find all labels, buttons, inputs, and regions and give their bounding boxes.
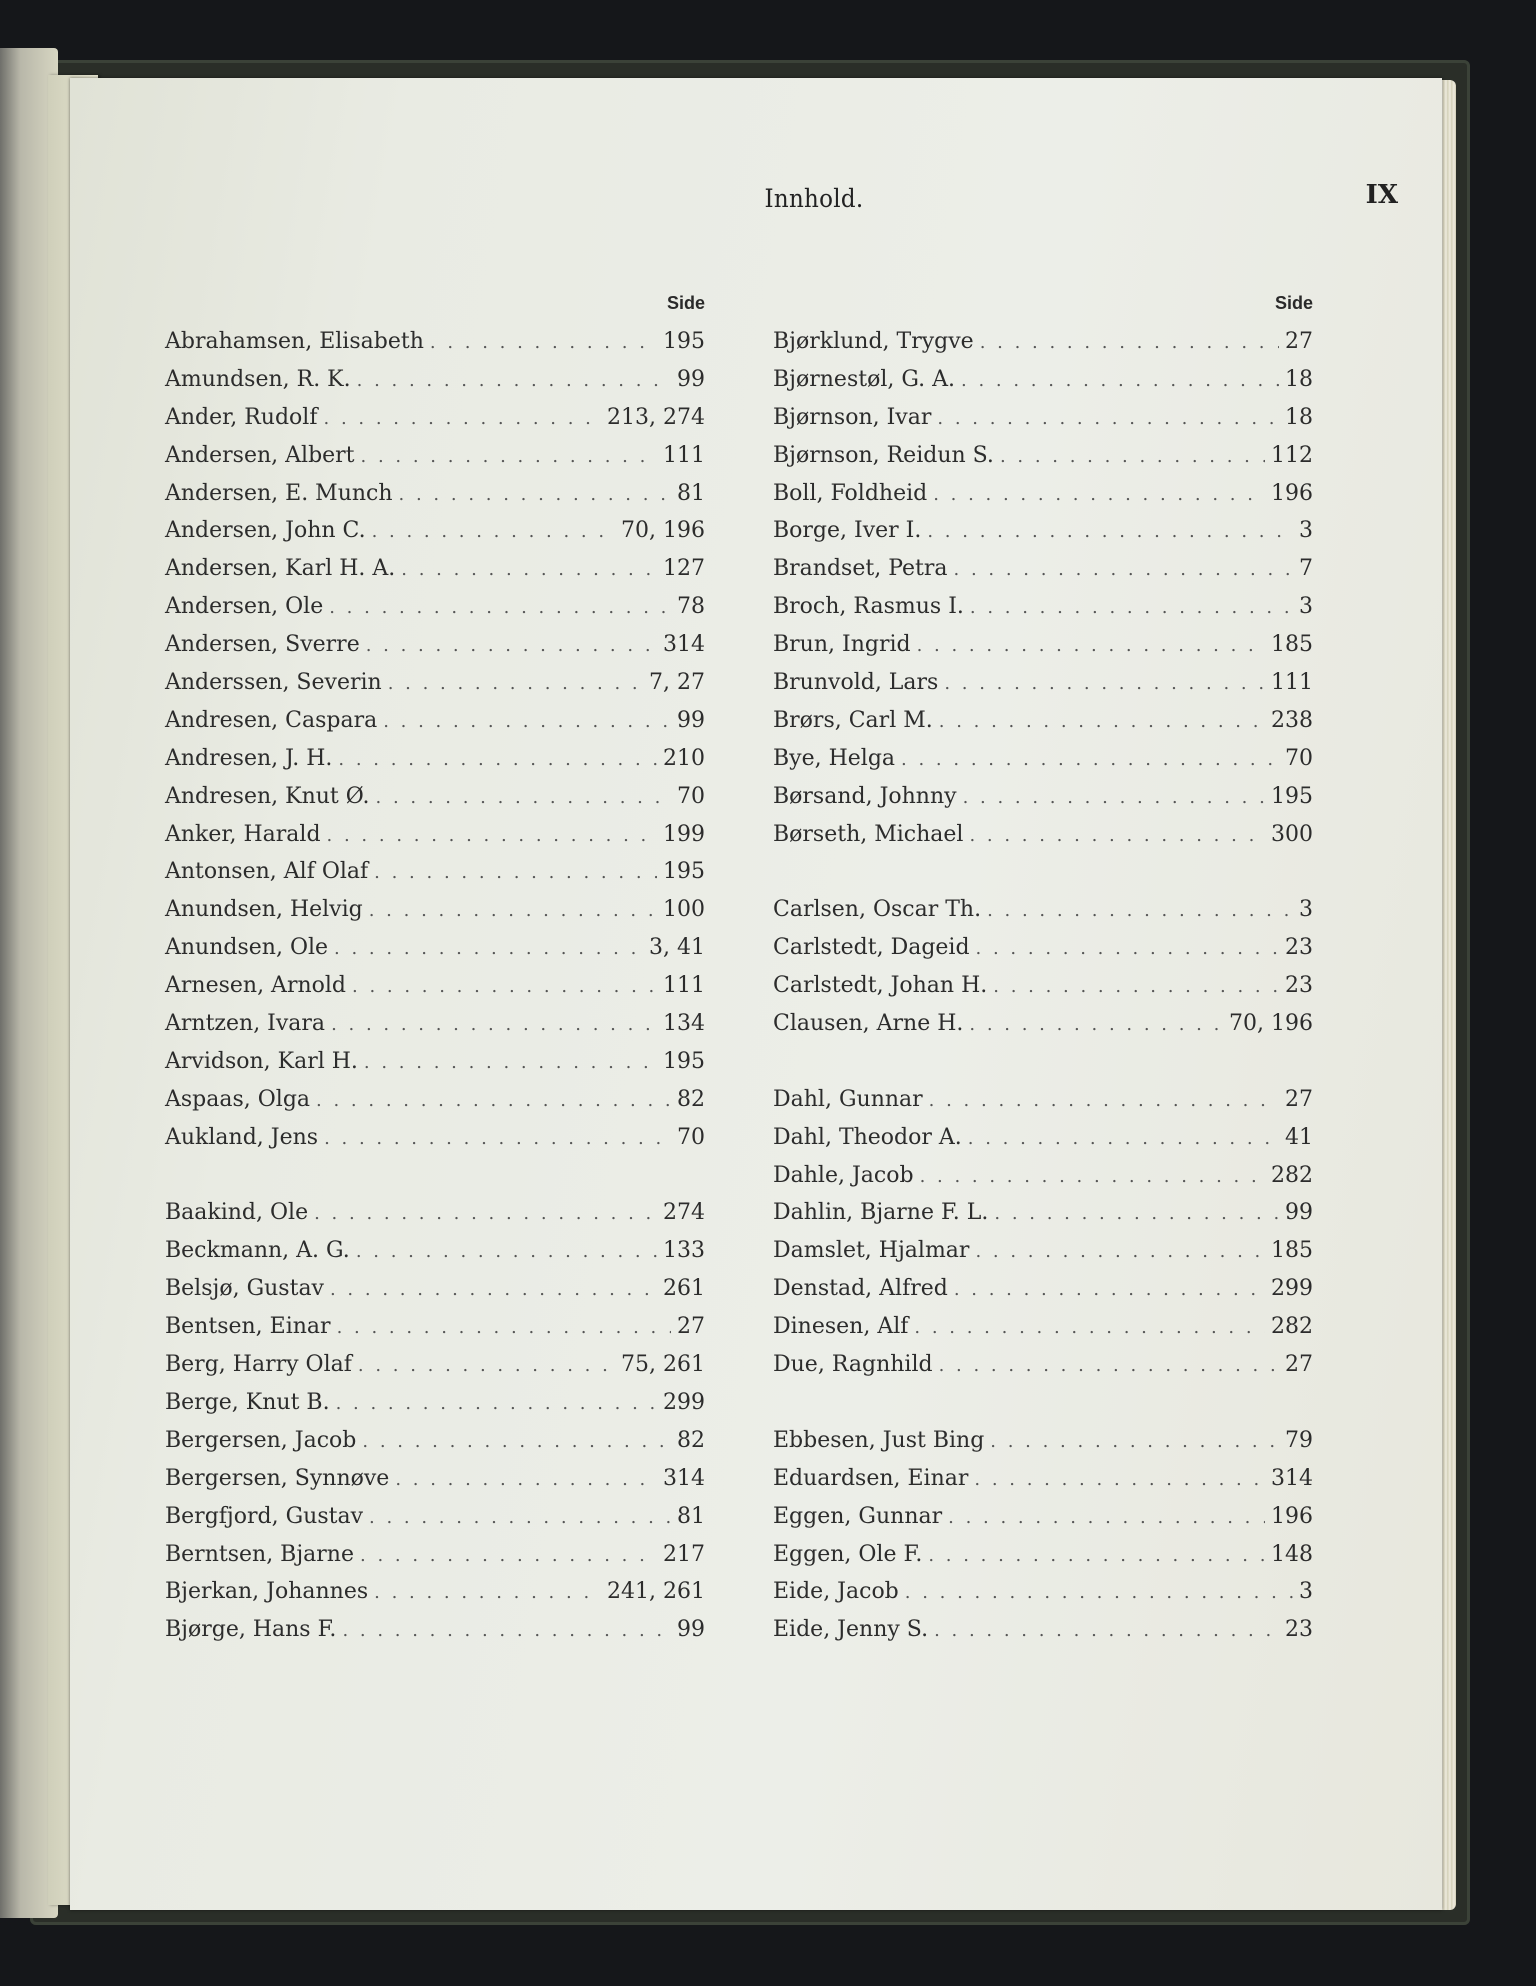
dot-leader [337,1309,671,1347]
index-entry [773,816,1313,854]
entry-name: Bjørnestøl, G. A. [773,366,955,392]
entry-name: Bjørnson, Reidun S. [773,442,994,468]
entry-page: 282 [1271,1162,1313,1188]
dot-leader [327,817,657,855]
dot-leader [324,400,602,438]
entry-page: 111 [1271,670,1313,696]
entry-name: Eduardsen, Einar [773,1465,969,1491]
entry-name: Abrahamsen, Elisabeth [165,329,424,354]
index-entry [165,588,705,626]
entry-page: 282 [1271,1314,1313,1340]
entry-name: Bjerkan, Johannes [165,1579,369,1605]
dot-leader [969,817,1265,855]
index-entry [165,1422,705,1460]
entry-name: Anderssen, Severin [165,670,382,696]
entry-name: Bergersen, Synnøve [165,1465,390,1491]
index-entry [165,323,705,361]
entry-page: 148 [1271,1541,1313,1567]
index-entry [773,399,1313,437]
entry-name: Berge, Knut B. [165,1389,330,1415]
index-entry [773,1157,1313,1195]
group-spacer [773,853,1313,891]
entry-page: 70 [677,783,705,809]
entry-page: 195 [1271,783,1313,809]
entry-name: Carlstedt, Dageid [773,935,970,961]
entry-name: Andresen, Knut Ø. [165,783,370,809]
entry-page: 261 [663,1276,705,1302]
entry-name: Dahl, Gunnar [773,1086,923,1112]
dot-leader [994,1195,1279,1233]
entry-page: 70, 196 [621,518,705,544]
page-number: IX [1365,180,1398,210]
index-entry [773,475,1313,513]
group-spacer [773,1384,1313,1422]
dot-leader [990,1423,1279,1461]
index-entry [165,1384,705,1422]
page-title: Innhold. [764,184,864,213]
index-entry [773,664,1313,702]
entry-name: Broch, Rasmus I. [773,594,964,620]
entry-name: Bjørge, Hans F. [165,1617,337,1643]
entry-name: Amundsen, R. K. [165,366,351,392]
dot-leader [954,1271,1265,1309]
entry-name: Brunvold, Lars [773,670,939,696]
entry-page: 3, 41 [649,935,705,961]
index-entry [773,550,1313,588]
index-entry [165,664,705,702]
index-entry [165,816,705,854]
entry-page: 274 [663,1200,705,1226]
entry-name: Andresen, Caspara [165,707,378,733]
entry-name: Arntzen, Ivara [165,1011,326,1037]
entry-page: 185 [1271,632,1313,658]
dot-leader [369,892,657,930]
index-entry [165,740,705,778]
entry-page: 99 [677,707,705,733]
dot-leader [352,968,657,1006]
entry-name: Eggen, Ole F. [773,1541,923,1567]
dot-leader [954,551,1294,589]
dot-leader [376,779,672,817]
entry-name: Andersen, Karl H. A. [165,556,396,582]
index-entry [165,1043,705,1081]
dot-leader [905,1574,1293,1612]
entry-name: Andersen, Sverre [165,632,360,658]
entry-page: 70 [1285,745,1313,771]
entry-name: Bentsen, Einar [165,1314,331,1340]
index-entry [773,929,1313,967]
index-entry [165,1573,705,1611]
entry-name: Anundsen, Ole [165,935,329,961]
entry-page: 41 [1285,1124,1313,1150]
index-entry [165,626,705,664]
entry-page: 70 [677,1124,705,1150]
entry-name: Ebbesen, Just Bing [773,1427,985,1453]
dot-leader [395,1461,657,1499]
dot-leader [388,665,643,703]
dot-leader [939,1347,1279,1385]
entry-page: 23 [1285,973,1313,999]
dot-leader [366,627,657,665]
group-spacer [773,1043,1313,1081]
entry-page: 18 [1285,404,1313,430]
dot-leader [920,1158,1265,1196]
dot-leader [401,551,657,589]
entry-page: 70, 196 [1229,1011,1313,1037]
index-entry [165,853,705,891]
index-entry [165,778,705,816]
index-entry [165,550,705,588]
dot-leader [987,892,1293,930]
entry-page: 134 [663,1011,705,1037]
index-entry [773,891,1313,929]
entry-page: 75, 261 [621,1352,705,1378]
entry-name: Dahlin, Bjarne F. L. [773,1200,989,1226]
entry-page: 99 [677,1617,705,1643]
entry-page: 299 [1271,1276,1313,1302]
entry-page: 81 [677,480,705,506]
entry-page: 18 [1285,366,1313,392]
entry-name: Eide, Jacob [773,1579,899,1605]
dot-leader [939,703,1265,741]
entry-page: 213, 274 [607,404,705,430]
entry-page: 99 [1285,1200,1313,1226]
entry-page: 7, 27 [649,670,705,696]
index-entry [165,1232,705,1270]
dot-leader [976,930,1279,968]
index-entry [165,1536,705,1574]
entry-page: 185 [1271,1238,1313,1264]
entry-name: Arvidson, Karl H. [165,1048,358,1074]
index-entry [165,361,705,399]
entry-name: Boll, Foldheid [773,480,928,506]
entry-page: 111 [663,973,705,999]
index-entry [773,1232,1313,1270]
dot-leader [331,1006,657,1044]
entry-page: 238 [1271,707,1313,733]
index-entry [165,437,705,475]
entry-name: Aukland, Jens [165,1124,319,1150]
entry-page: 82 [677,1086,705,1112]
dot-leader [364,1044,657,1082]
entry-page: 112 [1271,442,1313,468]
dot-leader [336,1385,657,1423]
dot-leader [917,627,1265,665]
entry-page: 27 [1285,1352,1313,1378]
entry-page: 3 [1299,1579,1313,1605]
entry-page: 3 [1299,897,1313,923]
dot-leader [357,362,671,400]
index-entry [165,1081,705,1119]
index-entry [165,1346,705,1384]
dot-leader [342,1612,671,1650]
entry-name: Eggen, Gunnar [773,1503,943,1529]
entry-name: Antonsen, Alf Olaf [165,859,369,885]
dot-leader [968,1120,1279,1158]
entry-page: 314 [663,632,705,658]
entry-name: Brun, Ingrid [773,632,911,658]
entry-name: Dahl, Theodor A. [773,1124,962,1150]
dot-leader [334,930,643,968]
index-entry [773,1346,1313,1384]
index-entry [773,1498,1313,1536]
entry-name: Anker, Harald [165,821,321,847]
entry-name: Bjørklund, Trygve [773,329,974,354]
index-entry [773,1611,1313,1649]
entry-page: 217 [663,1541,705,1567]
entry-page: 78 [677,594,705,620]
dot-leader [927,513,1293,551]
entry-name: Borge, Iver I. [773,518,922,544]
index-entry [165,702,705,740]
index-entry [165,1611,705,1649]
index-entry [773,361,1313,399]
dot-leader [361,438,657,476]
entry-name: Brandset, Petra [773,556,948,582]
dot-leader [914,1309,1265,1347]
entry-page: 99 [677,366,705,392]
entry-name: Anundsen, Helvig [165,897,363,923]
index-entry [165,891,705,929]
entry-page: 79 [1285,1427,1313,1453]
index-entry [773,778,1313,816]
entry-name: Aspaas, Olga [165,1086,311,1112]
dot-leader [970,589,1293,627]
entry-name: Eide, Jenny S. [773,1617,929,1643]
entry-page: 7 [1299,556,1313,582]
entry-page: 27 [1285,329,1313,354]
entry-page: 314 [1271,1465,1313,1491]
entry-page: 23 [1285,935,1313,961]
dot-leader [1000,438,1265,476]
dot-leader [928,1537,1265,1575]
dot-leader [362,1423,671,1461]
dot-leader [360,1537,657,1575]
entry-name: Due, Ragnhild [773,1352,933,1378]
dot-leader [358,1347,615,1385]
entry-page: 3 [1299,594,1313,620]
entry-name: Beckmann, A. G. [165,1238,350,1264]
entry-name: Ander, Rudolf [165,404,318,430]
entry-page: 314 [663,1465,705,1491]
entry-name: Arnesen, Arnold [165,973,346,999]
index-entry [165,1270,705,1308]
index-entry [165,512,705,550]
index-page [70,78,1442,1910]
entry-name: Belsjø, Gustav [165,1276,324,1302]
dot-leader [330,1271,657,1309]
index-entry [773,740,1313,778]
entry-page: 300 [1271,821,1313,847]
group-spacer [165,1157,705,1195]
side-header: Side [666,293,705,313]
dot-leader [338,741,657,779]
dot-leader [316,1082,671,1120]
entry-name: Berg, Harry Olaf [165,1352,352,1378]
entry-name: Andersen, Albert [165,442,355,468]
entry-name: Carlstedt, Johan H. [773,973,988,999]
entry-page: 199 [663,821,705,847]
index-entry [773,1536,1313,1574]
entry-name: Andersen, E. Munch [165,480,393,506]
entry-name: Bergfjord, Gustav [165,1503,363,1529]
entry-name: Børsand, Johnny [773,783,957,809]
dot-leader [961,362,1279,400]
entry-name: Bye, Helga [773,745,896,771]
entry-page: 3 [1299,518,1313,544]
index-entry [773,1270,1313,1308]
entry-name: Andersen, John C. [165,518,366,544]
dot-leader [934,1612,1279,1650]
dot-leader [963,779,1265,817]
dot-leader [314,1195,657,1233]
index-entry [165,475,705,513]
entry-page: 241, 261 [607,1579,705,1605]
index-entry [165,1308,705,1346]
entry-page: 195 [663,859,705,885]
side-header: Side [1274,293,1313,313]
dot-leader [933,476,1265,514]
entry-name: Clausen, Arne H. [773,1011,964,1037]
entry-page: 27 [677,1314,705,1340]
dot-leader [329,589,671,627]
entry-name: Damslet, Hjalmar [773,1238,970,1264]
index-entry [773,1119,1313,1157]
index-entry [773,1005,1313,1043]
index-entry [773,588,1313,626]
dot-leader [374,1574,601,1612]
right-column [773,290,1313,1649]
entry-page: 23 [1285,1617,1313,1643]
index-entry [165,967,705,1005]
entry-name: Andersen, Ole [165,594,324,620]
index-entry [773,512,1313,550]
entry-page: 133 [663,1238,705,1264]
dot-leader [974,1461,1265,1499]
entry-page: 100 [663,897,705,923]
dot-leader [929,1082,1279,1120]
entry-page: 299 [663,1389,705,1415]
entry-page: 196 [1271,1503,1313,1529]
dot-leader [324,1120,671,1158]
dot-leader [948,1499,1265,1537]
dot-leader [975,1233,1265,1271]
entry-name: Bjørnson, Ivar [773,404,932,430]
dot-leader [944,665,1265,703]
index-entry [773,967,1313,1005]
entry-page: 111 [663,442,705,468]
index-entry [773,1308,1313,1346]
index-entry [165,1119,705,1157]
dot-leader [430,324,657,362]
index-entry [773,626,1313,664]
dot-leader [369,1499,671,1537]
left-column [165,290,705,1649]
dot-leader [372,513,615,551]
entry-page: 210 [663,745,705,771]
index-entry [165,399,705,437]
entry-page: 27 [1285,1086,1313,1112]
dot-leader [383,703,671,741]
entry-name: Dinesen, Alf [773,1314,909,1340]
entry-page: 81 [677,1503,705,1529]
index-entry [773,437,1313,475]
entry-page: 127 [663,556,705,582]
dot-leader [356,1233,657,1271]
index-entry [773,1460,1313,1498]
index-entry [773,702,1313,740]
entry-name: Andresen, J. H. [165,745,333,771]
entry-name: Bergersen, Jacob [165,1427,357,1453]
entry-name: Brørs, Carl M. [773,707,933,733]
index-entry [773,1081,1313,1119]
index-entry [165,1498,705,1536]
index-entry [773,323,1313,361]
entry-name: Børseth, Michael [773,821,964,847]
index-entry [773,1422,1313,1460]
dot-leader [969,1006,1223,1044]
index-entry [165,929,705,967]
entry-page: 195 [663,1048,705,1074]
dot-leader [374,854,657,892]
entry-page: 82 [677,1427,705,1453]
dot-leader [937,400,1279,438]
index-entry [165,1460,705,1498]
dot-leader [993,968,1279,1006]
index-entry [773,1194,1313,1232]
entry-name: Baakind, Ole [165,1200,309,1226]
entry-name: Carlsen, Oscar Th. [773,897,982,923]
entry-page: 195 [663,329,705,354]
index-entry [773,1573,1313,1611]
index-entry [165,1005,705,1043]
entry-page: 196 [1271,480,1313,506]
entry-name: Denstad, Alfred [773,1276,948,1302]
dot-leader [980,324,1279,362]
index-entry [165,1194,705,1232]
entry-name: Dahle, Jacob [773,1162,914,1188]
entry-name: Berntsen, Bjarne [165,1541,354,1567]
dot-leader [901,741,1279,779]
dot-leader [399,476,671,514]
